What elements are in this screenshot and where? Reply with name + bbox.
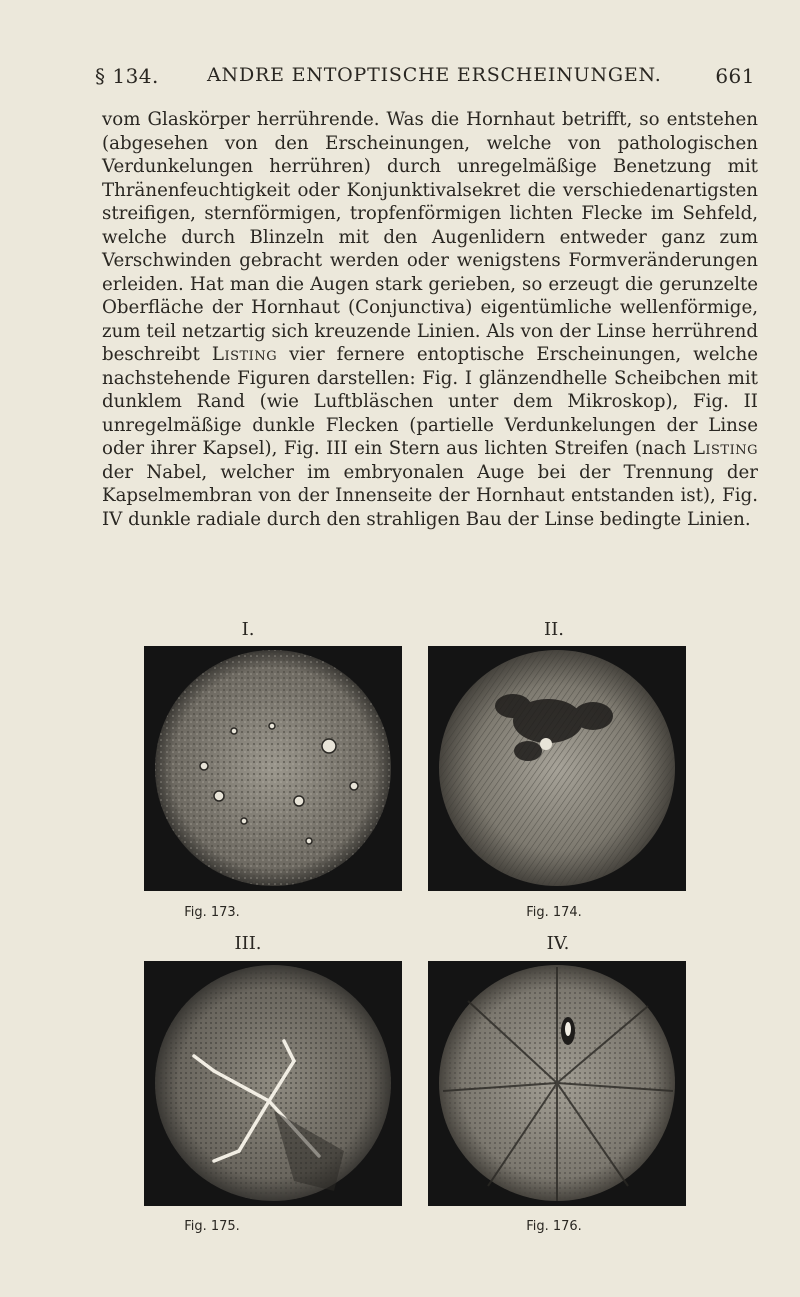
figure-175-image bbox=[144, 961, 402, 1206]
paragraph-text-1: vom Glaskörper herrührende. Was die Hornhaut betrifft, so entstehen (abgesehen von den Erscheinungen, welche von pathologischen Verdunkelungen herrühren) durch unregelmäßige Benetzung mit Thränenfeuchtigkeit oder Konjunktivalsekret die verschiedenartigsten streifigen, sternförmigen, tropfenförmigen lichten Flecke im Sehfeld, welche durch Blinzeln mit den Augenlidern entweder ganz zum Verschwinden gebracht werden oder wenigstens Formveränderungen erleiden. Hat man die Augen stark gerieben, so erzeugt die gerunzelte Oberfläche der Hornhaut (Conjunctiva) eigentümliche wellenförmige, zum teil netzartig sich kreuzende Linien. Als von der Linse herrührend beschreibt bbox=[102, 109, 758, 365]
figure-caption: Fig. 173. bbox=[184, 905, 240, 920]
figure-numeral: II. bbox=[544, 619, 564, 640]
page-number: 661 bbox=[715, 64, 755, 88]
author-name-listing: Listing bbox=[692, 438, 758, 459]
section-number: § 134. bbox=[95, 64, 159, 88]
running-title: ANDRE ENTOPTISCHE ERSCHEINUNGEN. bbox=[207, 64, 662, 86]
author-name-listing: Listing bbox=[211, 344, 278, 365]
figure-174-image bbox=[428, 646, 686, 891]
figure-176-image bbox=[428, 961, 686, 1206]
figure-numeral: III. bbox=[234, 933, 262, 954]
figure-caption: Fig. 175. bbox=[184, 1219, 240, 1234]
body-paragraph bbox=[102, 108, 758, 531]
figure-caption: Fig. 174. bbox=[526, 905, 582, 920]
figure-173-image bbox=[144, 646, 402, 891]
figure-caption: Fig. 176. bbox=[526, 1219, 582, 1234]
paragraph-text-2: vier fernere entoptische Erscheinungen, welche nachstehende Figuren darstellen: Fig. I glänzendhelle Scheibchen mit dunklem Rand (wie Luftbläschen unter dem Mikroskop), Fig. II unregelmäßige dunkle Flecken (partielle Verdunkelungen der Linse oder ihrer Kapsel), Fig. III ein Stern aus lichten Streifen (nach bbox=[102, 344, 758, 459]
paragraph-text-3: der Nabel, welcher im embryonalen Auge bei der Trennung der Kapselmembran von der Innenseite der Hornhaut entstanden ist), Fig. IV dunkle radiale durch den strahligen Bau der Linse bedingte Linien. bbox=[102, 461, 758, 530]
figure-numeral: I. bbox=[241, 619, 255, 640]
figure-numeral: IV. bbox=[546, 933, 570, 954]
